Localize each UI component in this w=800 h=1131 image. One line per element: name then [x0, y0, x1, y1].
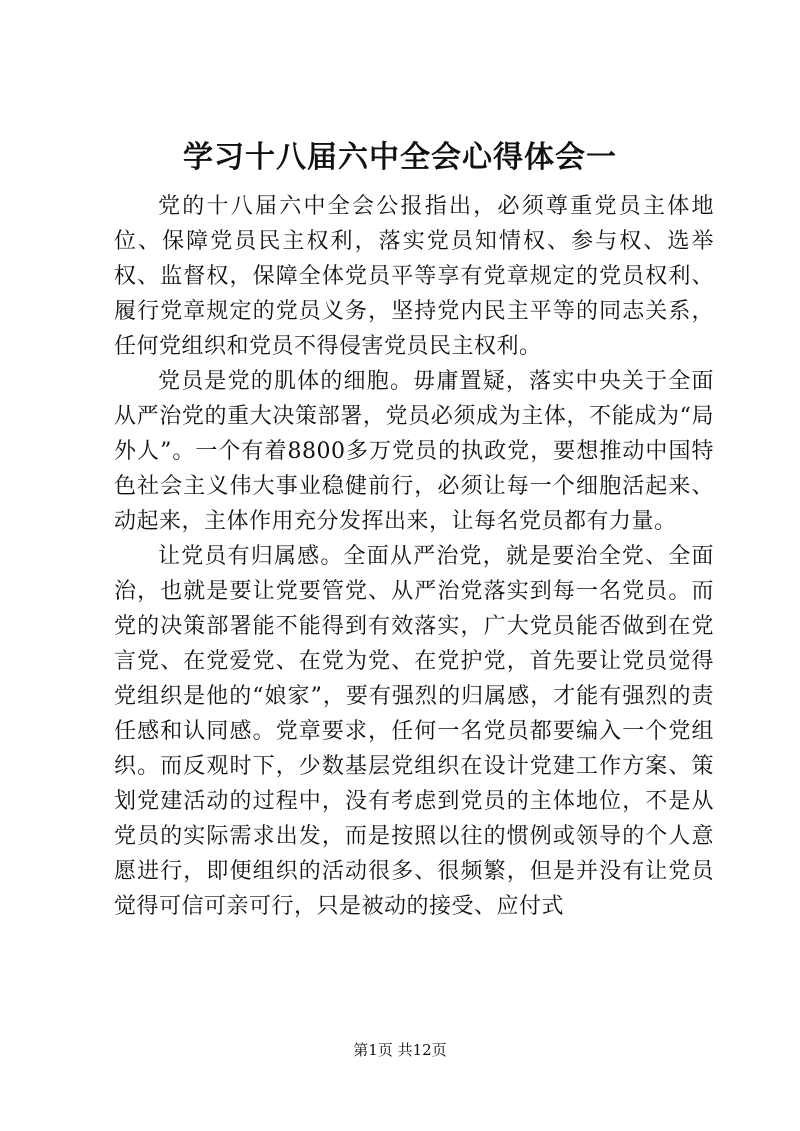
- paragraph: 党员是党的肌体的细胞。毋庸置疑，落实中央关于全面从严治党的重大决策部署，党员必须成为主体，不能成为“局外人”。一个有着8800多万党员的执政党，要想推动中国特色社会主义伟大事业稳健前行，必须让每一个细胞活起来、动起来，主体作用充分发挥出来，让每名党员都有力量。: [114, 369, 714, 534]
- document-title: 学习十八届六中全会心得体会一: [183, 140, 617, 175]
- document-body: [114, 189, 714, 924]
- paragraph: 让党员有归属感。全面从严治党，就是要治全党、全面治，也就是要让党要管党、从严治党落实到每一名党员。而党的决策部署能不能得到有效落实，广大党员能否做到在党言党、在党爱党、在党为党、在党护党，首先要让党员觉得党组织是他的“娘家”，要有强烈的归属感，才能有强烈的责任感和认同感。党章要求，任何一名党员都要编入一个党组织。而反观时下，少数基层党组织在设计党建工作方案、策划党建活动的过程中，没有考虑到党员的主体地位，不是从党员的实际需求出发，而是按照以往的惯例或领导的个人意愿进行，即便组织的活动很多、很频繁，但是并没有让党员觉得可信可亲可行，只是被动的接受、应付式: [114, 544, 714, 919]
- paragraph: 党的十八届六中全会公报指出，必须尊重党员主体地位、保障党员民主权利，落实党员知情权、参与权、选举权、监督权，保障全体党员平等享有党章规定的党员权利、履行党章规定的党员义务，坚持党内民主平等的同志关系，任何党组织和党员不得侵害党员民主权利。: [114, 194, 714, 359]
- page-number-footer: 第1页 共12页: [353, 1041, 447, 1059]
